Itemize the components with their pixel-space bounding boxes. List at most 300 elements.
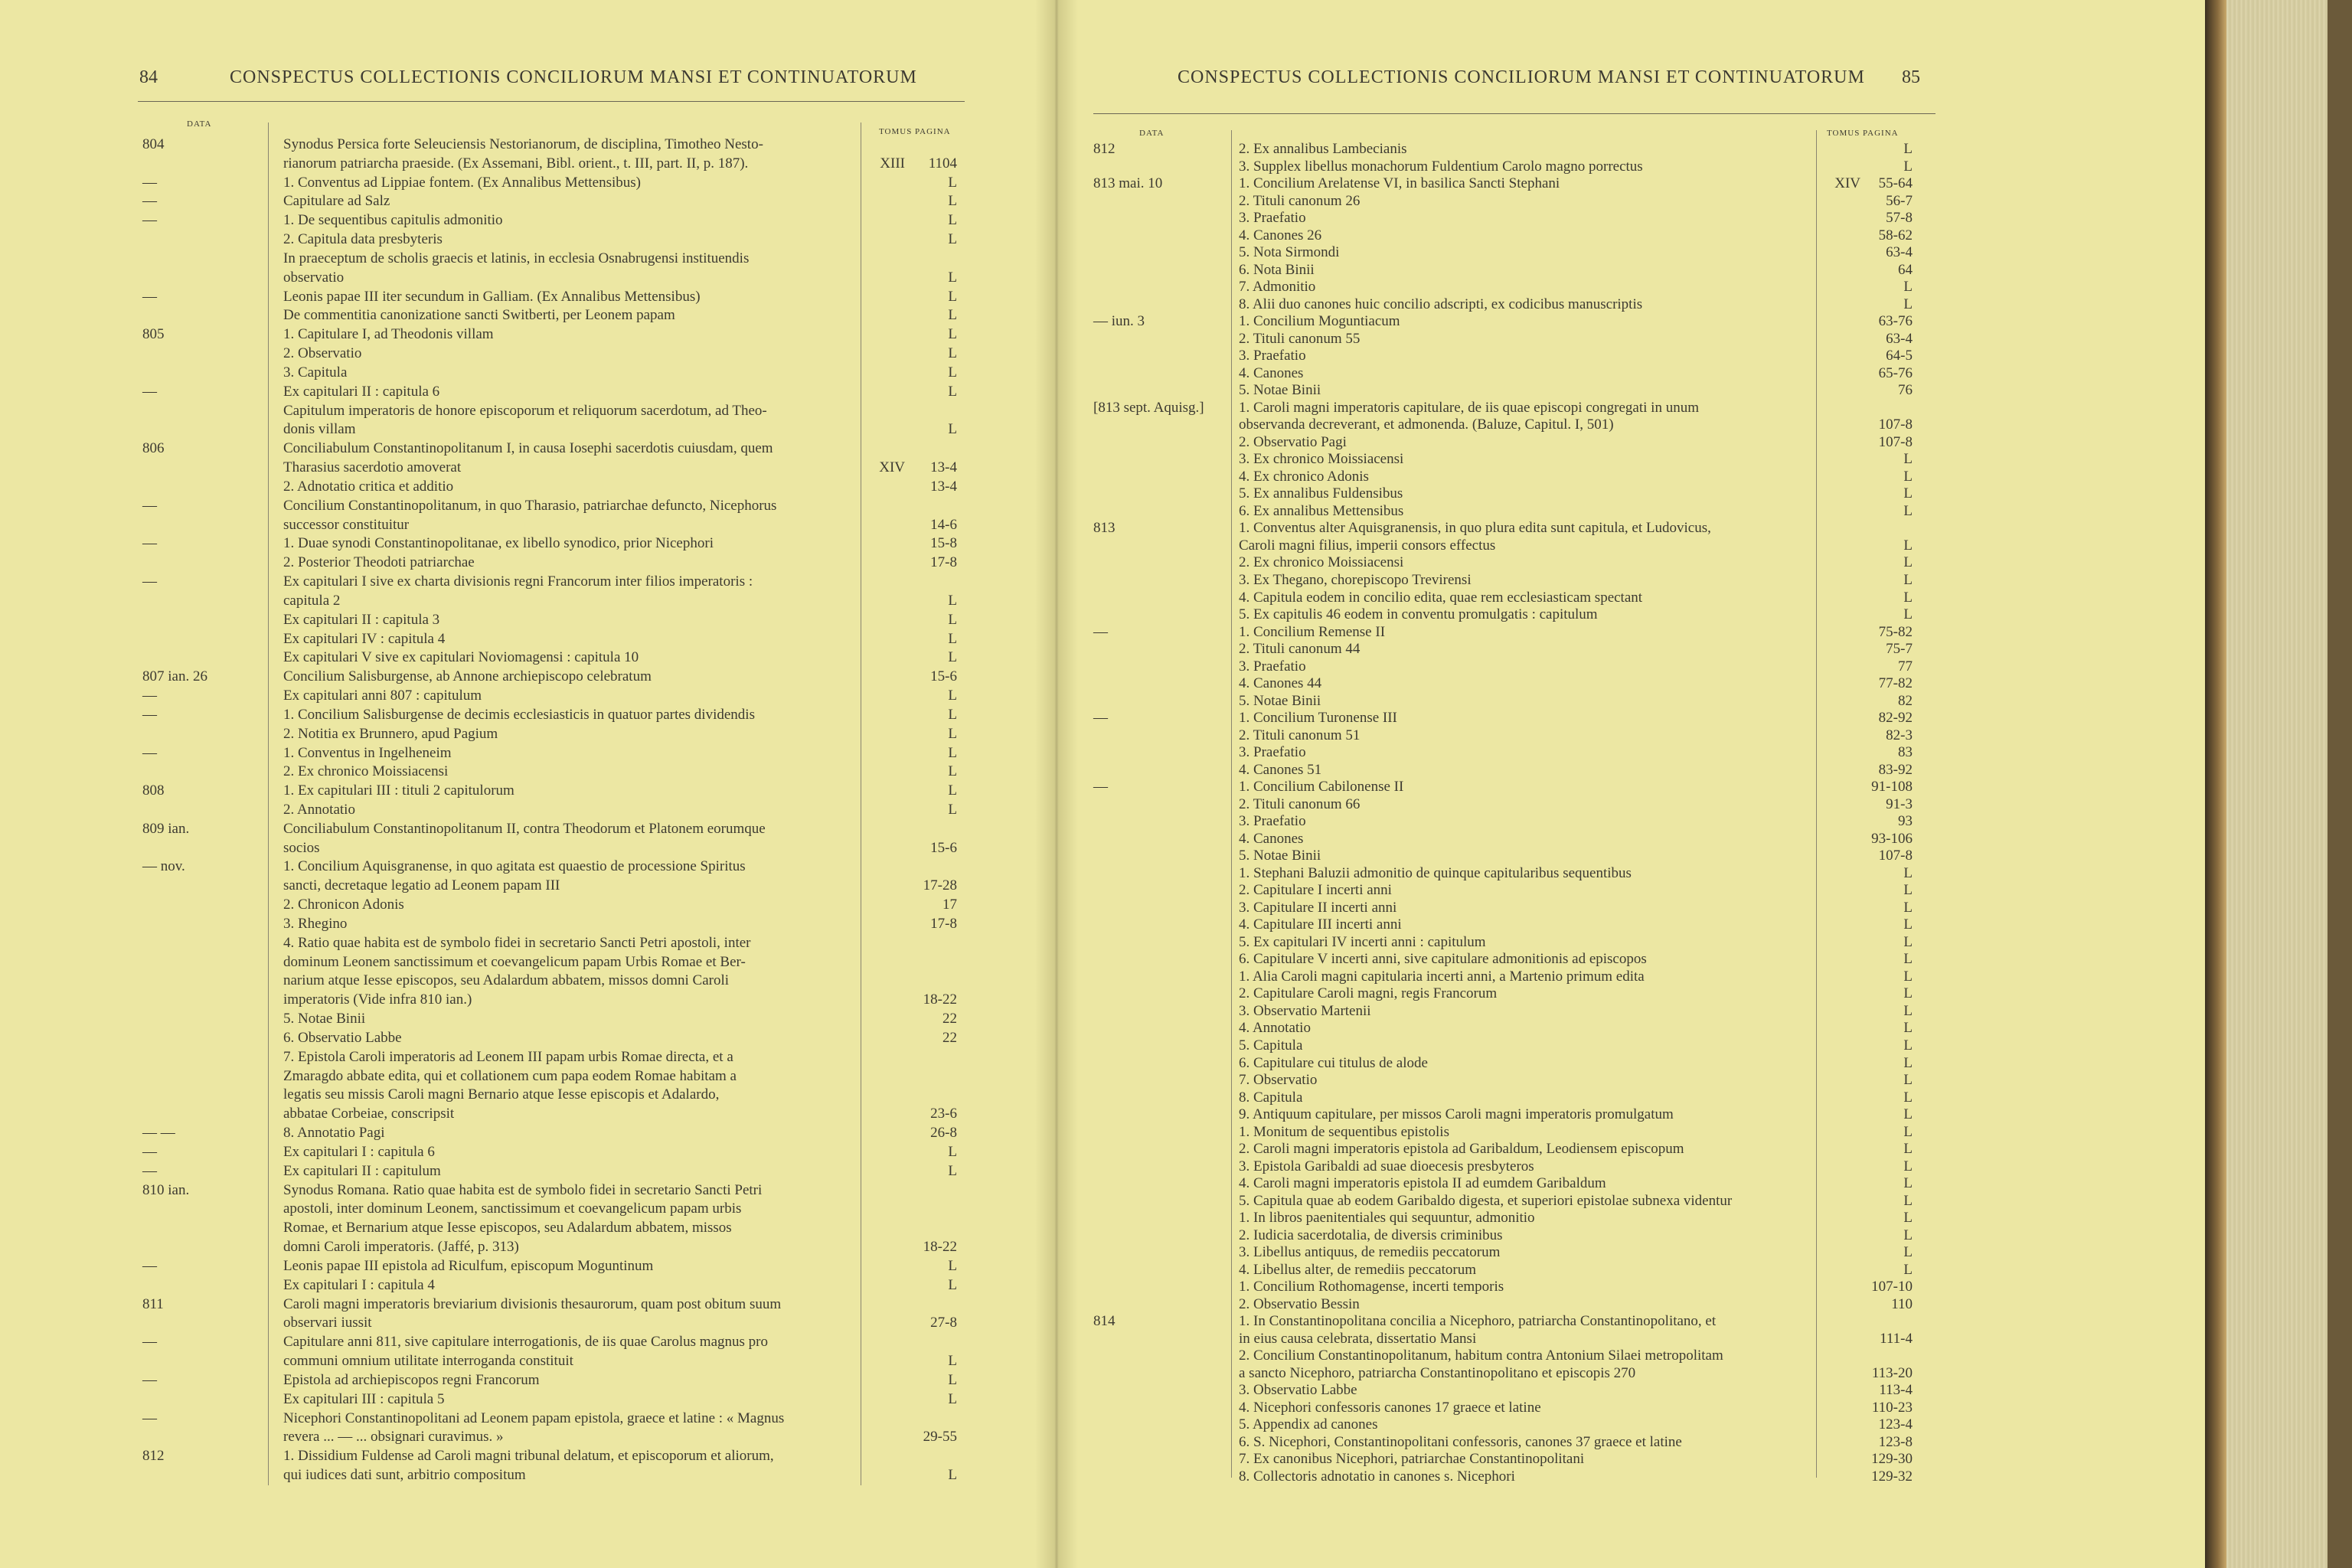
entry-pagina: 15-6 xyxy=(930,668,957,685)
right-tomus-column-rule xyxy=(1816,130,1817,1478)
entry-pagina: L xyxy=(1903,968,1913,985)
entry-text: 2. Observatio xyxy=(283,345,362,362)
entry-text: 7. Observatio xyxy=(1239,1072,1318,1089)
entry-text: communi omnium utilitate interroganda constituit xyxy=(283,1353,573,1370)
entry-pagina: L xyxy=(948,307,957,324)
entry-pagina: 76 xyxy=(1898,382,1913,399)
entry-text: 5. Notae Binii xyxy=(283,1011,366,1027)
entry-pagina: L xyxy=(1903,1089,1913,1106)
entry-text: 5. Notae Binii xyxy=(1239,848,1321,864)
entry-date: 808 xyxy=(142,782,165,799)
entry-pagina: 17-28 xyxy=(923,877,957,894)
entry-text: 7. Epistola Caroli imperatoris ad Leonem III papam urbis Romae directa, et a xyxy=(283,1048,733,1065)
entry-date: 805 xyxy=(142,326,165,343)
right-col-tomus-heading: TOMUS PAGINA xyxy=(1827,129,1899,138)
entry-pagina: 64 xyxy=(1898,261,1913,278)
entry-text: abbatae Corbeiae, conscripsit xyxy=(283,1106,455,1122)
entry-pagina: L xyxy=(948,725,957,742)
entry-pagina: L xyxy=(1903,1106,1913,1123)
entry-text: Capitulare ad Salz xyxy=(283,193,390,210)
entry-pagina: 13-4 xyxy=(930,459,957,476)
entry-text: 1. Concilium Aquisgranense, in quo agitata est quaestio de processione Spiritus xyxy=(283,858,746,875)
entry-text: 4. Capitulare III incerti anni xyxy=(1239,916,1402,933)
entry-text: 6. Capitulare cui titulus de alode xyxy=(1239,1054,1428,1071)
entry-pagina: 83 xyxy=(1898,744,1913,761)
entry-pagina: L xyxy=(1903,1002,1913,1019)
entry-pagina: 93-106 xyxy=(1871,830,1913,847)
entry-text: successor constituitur xyxy=(283,516,410,533)
entry-text: revera ... — ... obsignari curavimus. » xyxy=(283,1429,504,1446)
entry-pagina: 129-32 xyxy=(1871,1468,1913,1485)
right-header-rule xyxy=(1093,113,1936,114)
entry-text: 6. S. Nicephori, Constantinopolitani confessoris, canones 37 graece et latine xyxy=(1239,1433,1682,1450)
entry-text: 3. Capitulare II incerti anni xyxy=(1239,899,1397,916)
entry-date: — xyxy=(142,383,157,400)
entry-pagina: L xyxy=(1903,1175,1913,1192)
entry-pagina: L xyxy=(1903,1210,1913,1227)
entry-pagina: L xyxy=(1903,502,1913,519)
entry-text: 4. Canones 44 xyxy=(1239,675,1322,692)
entry-pagina: 82 xyxy=(1898,692,1913,709)
entry-pagina: 17 xyxy=(942,897,957,913)
entry-pagina: L xyxy=(948,1143,957,1160)
entry-text: Conciliabulum Constantinopolitanum I, in causa Iosephi sacerdotis cuiusdam, quem xyxy=(283,440,773,457)
entry-text: 6. Observatio Labbe xyxy=(283,1029,402,1046)
entry-text: 7. Ex canonibus Nicephori, patriarchae Constantinopolitani xyxy=(1239,1451,1585,1468)
entry-pagina: 17-8 xyxy=(930,554,957,571)
entry-text: 2. Caroli magni imperatoris epistola ad Garibaldum, Leodiensem episcopum xyxy=(1239,1141,1684,1158)
entry-date: 814 xyxy=(1093,1313,1116,1330)
entry-pagina: L xyxy=(948,630,957,647)
entry-tomus: XIV xyxy=(1834,175,1860,192)
entry-date: — xyxy=(1093,779,1108,795)
entry-pagina: L xyxy=(1903,606,1913,623)
entry-pagina: L xyxy=(1903,882,1913,899)
entry-text: Ex capitulari II : capitula 3 xyxy=(283,611,440,628)
entry-text: 4. Caroli magni imperatoris epistola II ad eumdem Garibaldum xyxy=(1239,1175,1606,1192)
entry-text: 2. Ex annalibus Lambecianis xyxy=(1239,141,1407,157)
entry-text: 2. Ex chronico Moissiacensi xyxy=(1239,554,1404,571)
entry-pagina: 91-3 xyxy=(1886,795,1913,812)
entry-tomus: XIV xyxy=(879,459,905,476)
entry-text: 2. Tituli canonum 66 xyxy=(1239,795,1361,812)
entry-date: — xyxy=(142,1257,157,1274)
entry-pagina: 113-4 xyxy=(1879,1382,1913,1399)
entry-pagina: L xyxy=(1903,537,1913,554)
entry-pagina: L xyxy=(1903,1020,1913,1037)
entry-date: — iun. 3 xyxy=(1093,313,1145,330)
entry-text: 4. Canones 51 xyxy=(1239,761,1322,778)
entry-text: Capitulare anni 811, sive capitulare interrogationis, de iis quae Carolus magnus pro xyxy=(283,1334,768,1351)
entry-text: 1. In libros paenitentiales qui sequuntur, admonitio xyxy=(1239,1210,1535,1227)
entry-text: 1. Monitum de sequentibus epistolis xyxy=(1239,1123,1449,1140)
entry-text: 2. Adnotatio critica et additio xyxy=(283,478,454,495)
entry-pagina: 56-7 xyxy=(1886,192,1913,209)
left-page-number: 84 xyxy=(139,67,158,87)
entry-text: 4. Nicephori confessoris canones 17 graece et latine xyxy=(1239,1399,1541,1416)
entry-date: 810 ian. xyxy=(142,1181,190,1198)
entry-text: Romae, et Bernarium atque Iesse episcopos, seu Adalardum abbatem, missos xyxy=(283,1220,732,1236)
entry-pagina: 107-8 xyxy=(1878,416,1913,433)
entry-pagina: L xyxy=(948,611,957,628)
entry-pagina: 113-20 xyxy=(1871,1364,1913,1381)
entry-text: Ex capitulari I sive ex charta divisionis regni Francorum inter filios imperatoris : xyxy=(283,573,753,590)
entry-text: 1. Conventus ad Lippiae fontem. (Ex Annalibus Mettensibus) xyxy=(283,174,642,191)
entry-pagina: 82-92 xyxy=(1878,710,1913,727)
entry-date: 806 xyxy=(142,440,165,457)
entry-text: 2. Concilium Constantinopolitanum, habitum contra Antonium Silaei metropolitam xyxy=(1239,1348,1723,1364)
left-header-rule xyxy=(138,101,965,102)
right-running-header: CONSPECTUS COLLECTIONIS CONCILIORUM MANSI ET CONTINUATORUM xyxy=(1178,67,1865,87)
entry-text: 3. Rhegino xyxy=(283,915,348,932)
entry-pagina: 63-4 xyxy=(1886,330,1913,347)
entry-text: 4. Ex chronico Adonis xyxy=(1239,468,1369,485)
entry-pagina: L xyxy=(948,288,957,305)
entry-text: in eius causa celebrata, dissertatio Mansi xyxy=(1239,1330,1477,1347)
entry-pagina: L xyxy=(1903,485,1913,502)
entry-text: 1. Dissidium Fuldense ad Caroli magni tribunal delatum, et episcoporum et aliorum, xyxy=(283,1448,774,1465)
entry-text: donis villam xyxy=(283,421,356,438)
entry-text: Synodus Persica forte Seleuciensis Nestorianorum, de disciplina, Timotheo Nesto- xyxy=(283,136,763,152)
entry-date: — xyxy=(142,706,157,723)
entry-text: 1. Concilium Turonense III xyxy=(1239,710,1397,727)
entry-text: Concilium Constantinopolitanum, in quo Tharasio, patriarchae defuncto, Nicephorus xyxy=(283,497,777,514)
entry-date: 804 xyxy=(142,136,165,152)
entry-text: 1. Caroli magni imperatoris capitulare, de iis quae episcopi congregati in unum xyxy=(1239,399,1699,416)
entry-date: — xyxy=(142,1143,157,1160)
entry-text: 4. Annotatio xyxy=(1239,1020,1311,1037)
entry-pagina: 93 xyxy=(1898,813,1913,830)
entry-text: domni Caroli imperatoris. (Jaffé, p. 313) xyxy=(283,1239,519,1256)
entry-pagina: 77 xyxy=(1898,658,1913,675)
entry-pagina: L xyxy=(1903,933,1913,950)
entry-text: 5. Capitula quae ab eodem Garibaldo digesta, et superiori epistolae subnexa videntur xyxy=(1239,1192,1733,1209)
entry-pagina: L xyxy=(1903,279,1913,296)
entry-pagina: 26-8 xyxy=(930,1125,957,1142)
entry-pagina: L xyxy=(948,1467,957,1483)
entry-pagina: L xyxy=(948,763,957,780)
entry-text: 5. Ex capitulari IV incerti anni : capitulum xyxy=(1239,933,1486,950)
entry-text: a sancto Nicephoro, patriarcha Constantinopolitano et episcopis 270 xyxy=(1239,1364,1636,1381)
entry-text: 2. Posterior Theodoti patriarchae xyxy=(283,554,475,571)
entry-date: — xyxy=(142,744,157,761)
entry-pagina: 18-22 xyxy=(923,1239,957,1256)
entry-text: 5. Ex annalibus Fuldensibus xyxy=(1239,485,1403,502)
entry-date: — xyxy=(1093,710,1108,727)
entry-pagina: L xyxy=(1903,899,1913,916)
entry-pagina: L xyxy=(948,174,957,191)
entry-text: Ex capitulari II : capitula 6 xyxy=(283,383,440,400)
entry-date: — xyxy=(142,1410,157,1426)
entry-text: 1. Stephani Baluzii admonitio de quinque capitularibus sequentibus xyxy=(1239,864,1632,881)
entry-pagina: 91-108 xyxy=(1871,779,1913,795)
entry-pagina: 63-4 xyxy=(1886,244,1913,261)
entry-text: 5. Ex capitulis 46 eodem in conventu promulgatis : capitulum xyxy=(1239,606,1598,623)
entry-pagina: L xyxy=(948,421,957,438)
entry-text: 5. Capitula xyxy=(1239,1037,1303,1054)
right-date-column-rule xyxy=(1231,130,1232,1478)
entry-pagina: 27-8 xyxy=(930,1315,957,1331)
entry-pagina: 58-62 xyxy=(1878,227,1913,243)
entry-pagina: L xyxy=(1903,985,1913,1002)
entry-pagina: L xyxy=(948,1390,957,1407)
entry-date: — nov. xyxy=(142,858,185,875)
entry-pagina: L xyxy=(948,649,957,666)
entry-date: 813 mai. 10 xyxy=(1093,175,1163,192)
entry-pagina: L xyxy=(948,212,957,229)
right-page xyxy=(1078,0,2205,1568)
entry-text: 2. Tituli canonum 26 xyxy=(1239,192,1361,209)
entry-text: narium atque Iesse episcopos, seu Adalardum abbatem, missos domni Caroli xyxy=(283,972,730,989)
entry-pagina: 65-76 xyxy=(1878,364,1913,381)
entry-pagina: 22 xyxy=(942,1029,957,1046)
entry-text: 3. Libellus antiquus, de remediis peccatorum xyxy=(1239,1244,1501,1261)
entry-text: 3. Ex Thegano, chorepiscopo Trevirensi xyxy=(1239,571,1472,588)
entry-date: — xyxy=(142,174,157,191)
entry-date: — xyxy=(142,212,157,229)
left-running-header: CONSPECTUS COLLECTIONIS CONCILIORUM MANSI ET CONTINUATORUM xyxy=(230,67,917,87)
entry-text: 5. Nota Sirmondi xyxy=(1239,244,1340,261)
entry-pagina: 110 xyxy=(1891,1295,1913,1312)
entry-pagina: L xyxy=(1903,1072,1913,1089)
entry-pagina: 15-6 xyxy=(930,839,957,856)
entry-text: Ex capitulari anni 807 : capitulum xyxy=(283,688,482,704)
entry-text: Synodus Romana. Ratio quae habita est de symbolo fidei in secretario Sancti Petri xyxy=(283,1181,763,1198)
entry-tomus: XIII xyxy=(880,155,905,172)
entry-text: 2. Chronicon Adonis xyxy=(283,897,404,913)
entry-text: 3. Praefatio xyxy=(1239,348,1306,364)
entry-text: De commentitia canonizatione sancti Switberti, per Leonem papam xyxy=(283,307,675,324)
entry-pagina: L xyxy=(948,364,957,381)
entry-text: observanda decreverant, et admonenda. (Baluze, Capitul. I, 501) xyxy=(1239,416,1614,433)
entry-pagina: 107-10 xyxy=(1871,1279,1913,1295)
right-page-number: 85 xyxy=(1902,67,1920,87)
entry-text: 3. Praefatio xyxy=(1239,744,1306,761)
entry-text: 1. De sequentibus capitulis admonitio xyxy=(283,212,503,229)
entry-pagina: L xyxy=(948,802,957,818)
entry-pagina: L xyxy=(948,193,957,210)
entry-text: 9. Antiquum capitulare, per missos Caroli magni imperatoris promulgatum xyxy=(1239,1106,1674,1123)
entry-text: 6. Ex annalibus Mettensibus xyxy=(1239,502,1404,519)
entry-pagina: L xyxy=(1903,158,1913,175)
entry-date: 811 xyxy=(142,1295,164,1312)
entry-text: Concilium Salisburgense, ab Annone archiepiscopo celebratum xyxy=(283,668,652,685)
entry-pagina: 23-6 xyxy=(930,1106,957,1122)
book-binding xyxy=(2205,0,2226,1568)
entry-pagina: L xyxy=(1903,468,1913,485)
right-col-data-heading: DATA xyxy=(1139,129,1165,138)
entry-text: Epistola ad archiepiscopos regni Francorum xyxy=(283,1371,540,1388)
entry-pagina: L xyxy=(1903,1192,1913,1209)
entry-text: 3. Praefatio xyxy=(1239,813,1306,830)
entry-pagina: 22 xyxy=(942,1011,957,1027)
entry-text: Capitulum imperatoris de honore episcoporum et reliquorum sacerdotum, ad Theo- xyxy=(283,402,767,419)
entry-text: 6. Nota Binii xyxy=(1239,261,1315,278)
entry-pagina: 75-7 xyxy=(1886,641,1913,658)
entry-text: imperatoris (Vide infra 810 ian.) xyxy=(283,991,472,1008)
entry-pagina: 13-4 xyxy=(930,478,957,495)
entry-pagina: 57-8 xyxy=(1886,210,1913,227)
entry-text: 2. Tituli canonum 51 xyxy=(1239,727,1361,743)
entry-text: socios xyxy=(283,839,320,856)
entry-text: 1. Duae synodi Constantinopolitanae, ex libello synodico, prior Nicephori xyxy=(283,535,714,552)
entry-pagina: 110-23 xyxy=(1871,1399,1913,1416)
entry-pagina: L xyxy=(1903,951,1913,968)
entry-pagina: 123-8 xyxy=(1878,1433,1913,1450)
entry-pagina: 64-5 xyxy=(1886,348,1913,364)
entry-text: 5. Notae Binii xyxy=(1239,692,1321,709)
entry-pagina: L xyxy=(948,592,957,609)
entry-text: 6. Capitulare V incerti anni, sive capitulare admonitionis ad episcopos xyxy=(1239,951,1647,968)
entry-text: 4. Ratio quae habita est de symbolo fidei in secretario Sancti Petri apostoli, inter xyxy=(283,934,751,951)
entry-text: 8. Annotatio Pagi xyxy=(283,1125,385,1142)
entry-pagina: 77-82 xyxy=(1878,675,1913,692)
entry-pagina: 82-3 xyxy=(1886,727,1913,743)
entry-date: — xyxy=(142,497,157,514)
entry-date: — xyxy=(142,573,157,590)
entry-text: Ex capitulari II : capitulum xyxy=(283,1162,441,1179)
entry-text: 1. Alia Caroli magni capitularia incerti anni, a Martenio primum edita xyxy=(1239,968,1645,985)
book-gutter xyxy=(1035,0,1078,1568)
entry-text: 4. Canones 26 xyxy=(1239,227,1322,243)
entry-pagina: L xyxy=(1903,296,1913,312)
entry-pagina: L xyxy=(948,231,957,248)
entry-text: Leonis papae III iter secundum in Galliam. (Ex Annalibus Mettensibus) xyxy=(283,288,701,305)
entry-date: 809 ian. xyxy=(142,820,190,837)
entry-pagina: L xyxy=(1903,451,1913,468)
entry-pagina: L xyxy=(948,326,957,343)
entry-text: Caroli magni filius, imperii consors effectus xyxy=(1239,537,1496,554)
entry-text: Ex capitulari I : capitula 6 xyxy=(283,1143,435,1160)
entry-pagina: L xyxy=(1903,864,1913,881)
entry-date: 812 xyxy=(142,1448,165,1465)
entry-text: 8. Alii duo canones huic concilio adscripti, ex codicibus manuscriptis xyxy=(1239,296,1643,312)
entry-pagina: 29-55 xyxy=(923,1429,957,1446)
entry-date: — xyxy=(142,688,157,704)
entry-pagina: 18-22 xyxy=(923,991,957,1008)
entry-pagina: L xyxy=(948,1162,957,1179)
entry-text: 1. Ex capitulari III : tituli 2 capitulorum xyxy=(283,782,514,799)
entry-date: — xyxy=(1093,623,1108,640)
entry-text: 2. Observatio Pagi xyxy=(1239,433,1347,450)
entry-pagina: L xyxy=(948,688,957,704)
entry-text: 1. Concilium Rothomagense, incerti temporis xyxy=(1239,1279,1504,1295)
entry-pagina: 107-8 xyxy=(1878,433,1913,450)
entry-text: Nicephori Constantinopolitani ad Leonem papam epistola, graece et latine : « Magnus xyxy=(283,1410,785,1426)
entry-pagina: L xyxy=(1903,1261,1913,1278)
entry-pagina: 75-82 xyxy=(1878,623,1913,640)
entry-text: 2. Ex chronico Moissiacensi xyxy=(283,763,449,780)
entry-pagina: L xyxy=(1903,589,1913,606)
entry-text: Ex capitulari IV : capitula 4 xyxy=(283,630,446,647)
entry-pagina: L xyxy=(948,744,957,761)
entry-text: In praeceptum de scholis graecis et latinis, in ecclesia Osnabrugensi instituendis xyxy=(283,250,750,266)
entry-pagina: L xyxy=(948,1371,957,1388)
entry-date: — xyxy=(142,535,157,552)
entry-text: 2. Capitula data presbyteris xyxy=(283,231,443,248)
entry-pagina: L xyxy=(1903,571,1913,588)
entry-text: 8. Collectoris adnotatio in canones s. Nicephori xyxy=(1239,1468,1515,1485)
entry-pagina: L xyxy=(1903,1037,1913,1054)
entry-date: — xyxy=(142,1371,157,1388)
entry-text: apostoli, inter dominum Leonem, sanctissimum et coevangelicum papam urbis xyxy=(283,1200,742,1217)
entry-pagina: L xyxy=(1903,1054,1913,1071)
entry-text: 3. Praefatio xyxy=(1239,658,1306,675)
entry-date: — xyxy=(142,1162,157,1179)
left-date-column-rule xyxy=(268,122,269,1485)
entry-date: — — xyxy=(142,1125,175,1142)
left-col-tomus-heading: TOMUS PAGINA xyxy=(879,127,951,136)
entry-pagina: L xyxy=(1903,1227,1913,1243)
entry-pagina: 14-6 xyxy=(930,516,957,533)
entry-text: 2. Iudicia sacerdotalia, de diversis criminibus xyxy=(1239,1227,1503,1243)
entry-text: 7. Admonitio xyxy=(1239,279,1316,296)
entry-text: sancti, decretaque legatio ad Leonem papam III xyxy=(283,877,560,894)
entry-text: 1. Conventus in Ingelheneim xyxy=(283,744,452,761)
entry-date: 812 xyxy=(1093,141,1116,157)
entry-pagina: 17-8 xyxy=(930,915,957,932)
entry-pagina: 15-8 xyxy=(930,535,957,552)
entry-pagina: 1104 xyxy=(928,155,957,172)
book-spine xyxy=(2328,0,2352,1568)
entry-pagina: L xyxy=(1903,141,1913,157)
entry-text: Caroli magni imperatoris breviarium divisionis thesaurorum, quam post obitum suum xyxy=(283,1295,782,1312)
entry-text: 3. Ex chronico Moissiacensi xyxy=(1239,451,1404,468)
entry-text: 2. Notitia ex Brunnero, apud Pagium xyxy=(283,725,498,742)
entry-text: Leonis papae III epistola ad Riculfum, episcopum Moguntinum xyxy=(283,1257,654,1274)
entry-pagina: L xyxy=(1903,1123,1913,1140)
entry-text: Zmaragdo abbate edita, qui et collationem cum papa eodem Romae habitam a xyxy=(283,1067,737,1084)
entry-text: 3. Praefatio xyxy=(1239,210,1306,227)
entry-pagina: L xyxy=(1903,916,1913,933)
entry-text: capitula 2 xyxy=(283,592,341,609)
entry-text: 3. Capitula xyxy=(283,364,348,381)
entry-text: dominum Leonem sanctissimum et coevangelicum papam Urbis Romae et Ber- xyxy=(283,953,746,970)
entry-text: 1. Capitulare I, ad Theodonis villam xyxy=(283,326,494,343)
entry-text: 1. Concilium Arelatense VI, in basilica Sancti Stephani xyxy=(1239,175,1560,192)
entry-text: 2. Capitulare Caroli magni, regis Francorum xyxy=(1239,985,1498,1002)
left-page xyxy=(0,0,1035,1568)
entry-text: 2. Capitulare I incerti anni xyxy=(1239,882,1392,899)
entry-pagina: L xyxy=(948,1276,957,1293)
entry-text: 3. Observatio Martenii xyxy=(1239,1002,1371,1019)
entry-pagina: L xyxy=(1903,1244,1913,1261)
entry-pagina: L xyxy=(948,1353,957,1370)
entry-text: 5. Notae Binii xyxy=(1239,382,1321,399)
entry-text: Ex capitulari V sive ex capitulari Noviomagensi : capitula 10 xyxy=(283,649,639,666)
entry-text: 2. Observatio Bessin xyxy=(1239,1295,1360,1312)
entry-text: 3. Observatio Labbe xyxy=(1239,1382,1357,1399)
entry-text: Conciliabulum Constantinopolitanum II, contra Theodorum et Platonem eorumque xyxy=(283,820,766,837)
entry-date: — xyxy=(142,193,157,210)
entry-pagina: 111-4 xyxy=(1880,1330,1913,1347)
entry-text: Tharasius sacerdotio amoverat xyxy=(283,459,462,476)
entry-text: observatio xyxy=(283,269,345,286)
entry-pagina: 83-92 xyxy=(1878,761,1913,778)
entry-text: qui iudices dati sunt, arbitrio compositum xyxy=(283,1467,526,1483)
entry-text: 5. Appendix ad canones xyxy=(1239,1416,1378,1433)
entry-pagina: L xyxy=(948,383,957,400)
entry-text: 3. Supplex libellus monachorum Fuldentium Carolo magno porrectus xyxy=(1239,158,1643,175)
entry-date: 807 ian. 26 xyxy=(142,668,207,685)
entry-text: 1. In Constantinopolitana concilia a Nicephoro, patriarcha Constantinopolitano, et xyxy=(1239,1313,1717,1330)
entry-pagina: 63-76 xyxy=(1878,313,1913,330)
entry-pagina: 107-8 xyxy=(1878,848,1913,864)
entry-date: — xyxy=(142,1334,157,1351)
entry-text: observari iussit xyxy=(283,1315,372,1331)
left-col-data-heading: DATA xyxy=(187,119,212,129)
entry-pagina: 55-64 xyxy=(1878,175,1913,192)
